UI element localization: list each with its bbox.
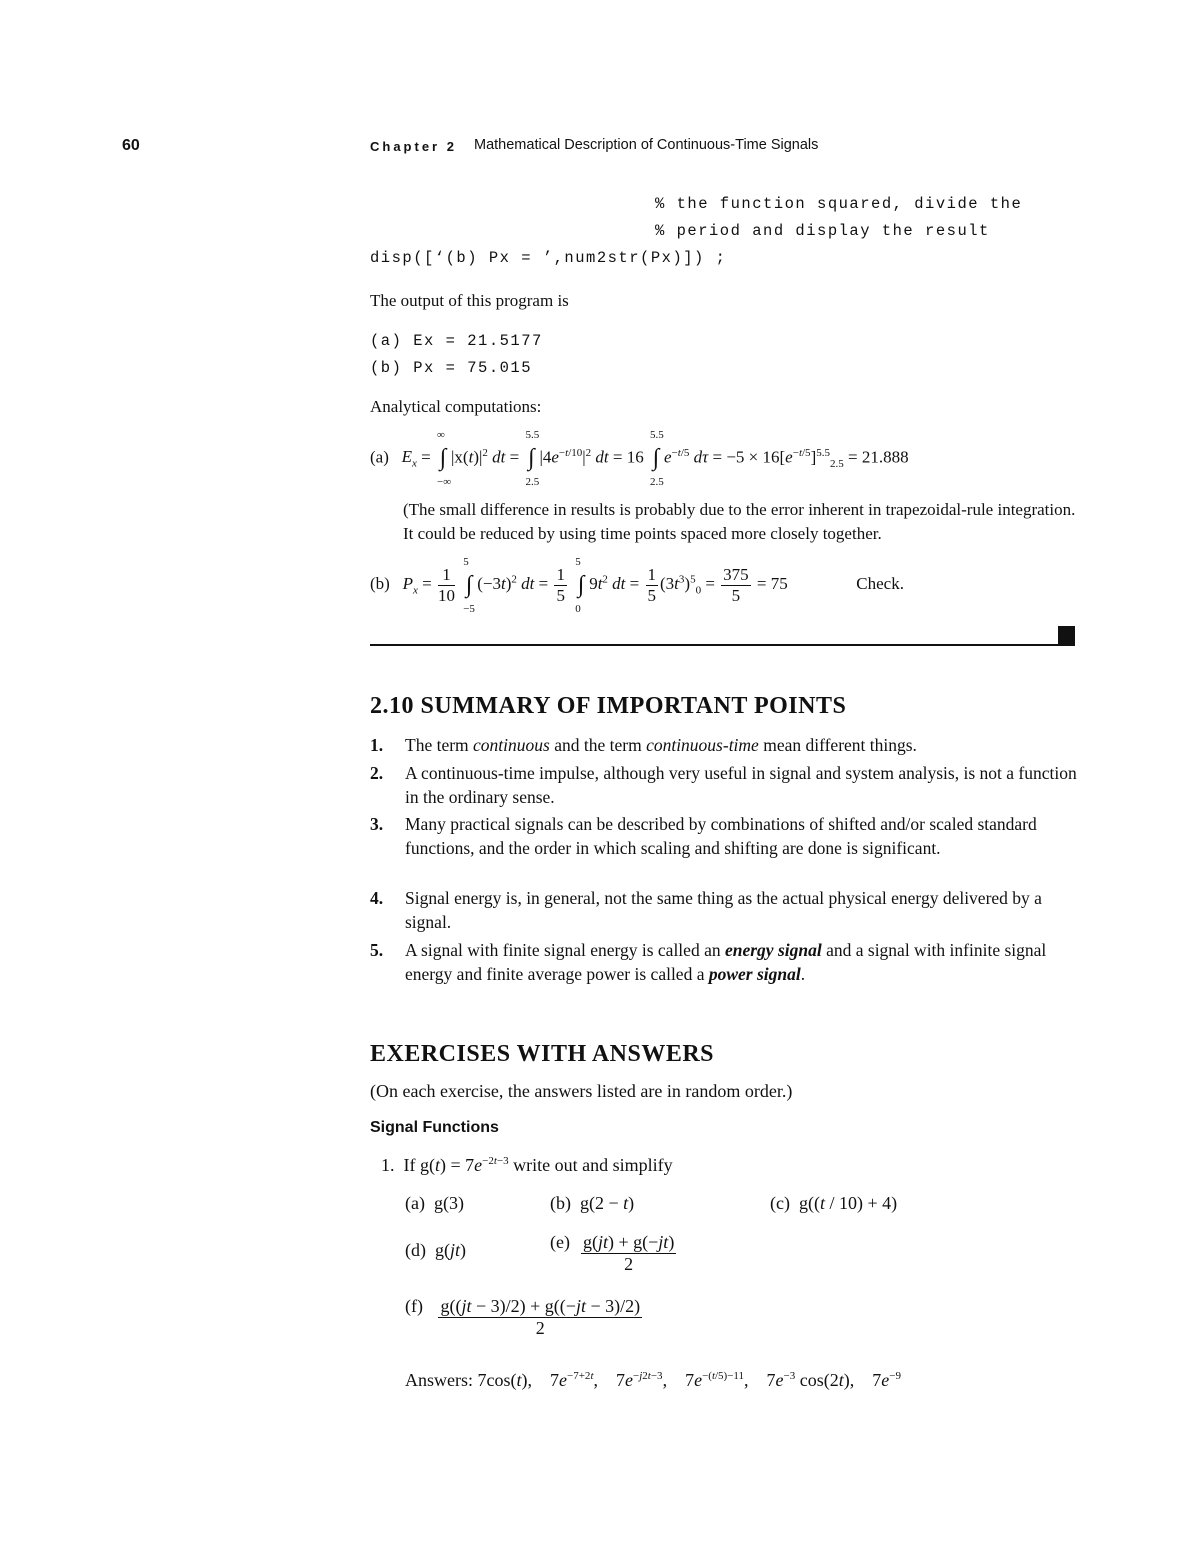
answers-label: Answers: (405, 1370, 473, 1390)
output-intro: The output of this program is (370, 291, 569, 310)
part-b: (b) g(2 − t) (550, 1193, 635, 1213)
equation-b: (b) $P_x$ = $\frac{1}{10}$ ∫ 5 −5 $(-3t)^2$ dt = $\frac{1}{5}$ ∫ 5 0 $9t^2$ dt = $\frac{1}{5}$ $(3t^3)^5_0$ = $\frac{375}{5}$ = 75 Check. (370, 555, 904, 615)
trapezoidal-note: (The small difference in results is probably due to the error inherent in trapezoidal-rule integration. It could be reduced by using time points spaced more closely together. (403, 500, 1076, 543)
equation-a-result: = 21.888 (847, 447, 909, 467)
page-number: 60 (122, 137, 140, 154)
integral-sign: ∫ 5 −5 (463, 555, 475, 615)
code-disp-line: disp([‘(b) Px = ’,num2str(Px)]) ; (370, 249, 727, 267)
integral-sign: ∫ ∞ −∞ (437, 429, 452, 488)
code-comment-1: % the function squared, divide the (655, 195, 1023, 213)
part-a: (a) g(3) (405, 1193, 464, 1213)
exercises-intro: (On each exercise, the answers listed are in random order.) (370, 1081, 793, 1101)
summary-heading: 2.10 SUMMARY OF IMPORTANT POINTS (370, 693, 847, 719)
output-line-b: (b) Px = 75.015 (370, 359, 533, 377)
equation-a: (a) $E_x$ = ∫ ∞ −∞ $|x(t)|^2$ dt = ∫ 5.5 2.5 $|4e^{-t/10}|^2$ dt = 16 ∫ 5.5 2.5 $e^{-t/5}$ $d\tau = -5 \times 16[e^{-t/5}]^{5.5}_{2.5} = 21.888$ (370, 429, 909, 488)
summary-item: 2. A continuous-time impulse, although very useful in signal and system analysis, is not a function in the ordinary sense. (370, 763, 1077, 807)
integral-sign: ∫ 5 0 (575, 555, 585, 615)
summary-item: 1. The term continuous and the term continuous-time mean different things. (370, 735, 917, 755)
summary-item: 4. Signal energy is, in general, not the same thing as the actual physical energy delivered by a signal. (370, 888, 1042, 932)
signal-functions-subheading: Signal Functions (370, 1119, 499, 1136)
summary-item: 5. A signal with finite signal energy is called an energy signal and a signal with infinite signal energy and finite average power is called a power signal. (370, 940, 1047, 984)
exercise-1-statement: 1. If $g(t) = 7e^{-2t-3}$ write out and simplify (381, 1155, 673, 1175)
exercises-heading: EXERCISES WITH ANSWERS (370, 1041, 715, 1067)
code-comment-2: % period and display the result (655, 222, 990, 240)
chapter-title: Mathematical Description of Continuous-Time Signals (474, 137, 819, 153)
exercise-number: 1. (381, 1155, 395, 1175)
part-c: (c) g((t / 10) + 4) (770, 1193, 898, 1213)
answers-line: Answers: 7cos(t), $7e^{-7+2t}$, $7e^{-j2t-3}$, $7e^{-(t/5)-11}$, $7e^{-3}$ cos(2t), $7e^{-9}$ (405, 1370, 901, 1390)
part-d: (d) g(jt) (405, 1240, 466, 1260)
integral-sign: ∫ 5.5 2.5 (525, 429, 540, 488)
section-rule (370, 644, 1075, 646)
chapter-label: Chapter 2 (370, 139, 457, 154)
summary-item: 3. Many practical signals can be described by combinations of shifted and/or scaled standard functions, and the order in which scaling and shifting are done is significant. (370, 814, 1037, 858)
equation-b-label: (b) (370, 573, 390, 593)
equation-a-label: (a) (370, 447, 389, 467)
part-e: (e) $\frac{g(jt) + g(-jt)}{2}$ (550, 1232, 675, 1274)
integral-sign: ∫ 5.5 2.5 (650, 429, 664, 488)
end-marker (1058, 626, 1075, 646)
analytical-label: Analytical computations: (370, 397, 542, 416)
part-f: (f) $\frac{g((jt - 3)/2) + g((-jt - 3)/2)}{2}$ (405, 1296, 641, 1338)
output-line-a: (a) Ex = 21.5177 (370, 332, 543, 350)
check-label: Check. (856, 573, 904, 593)
